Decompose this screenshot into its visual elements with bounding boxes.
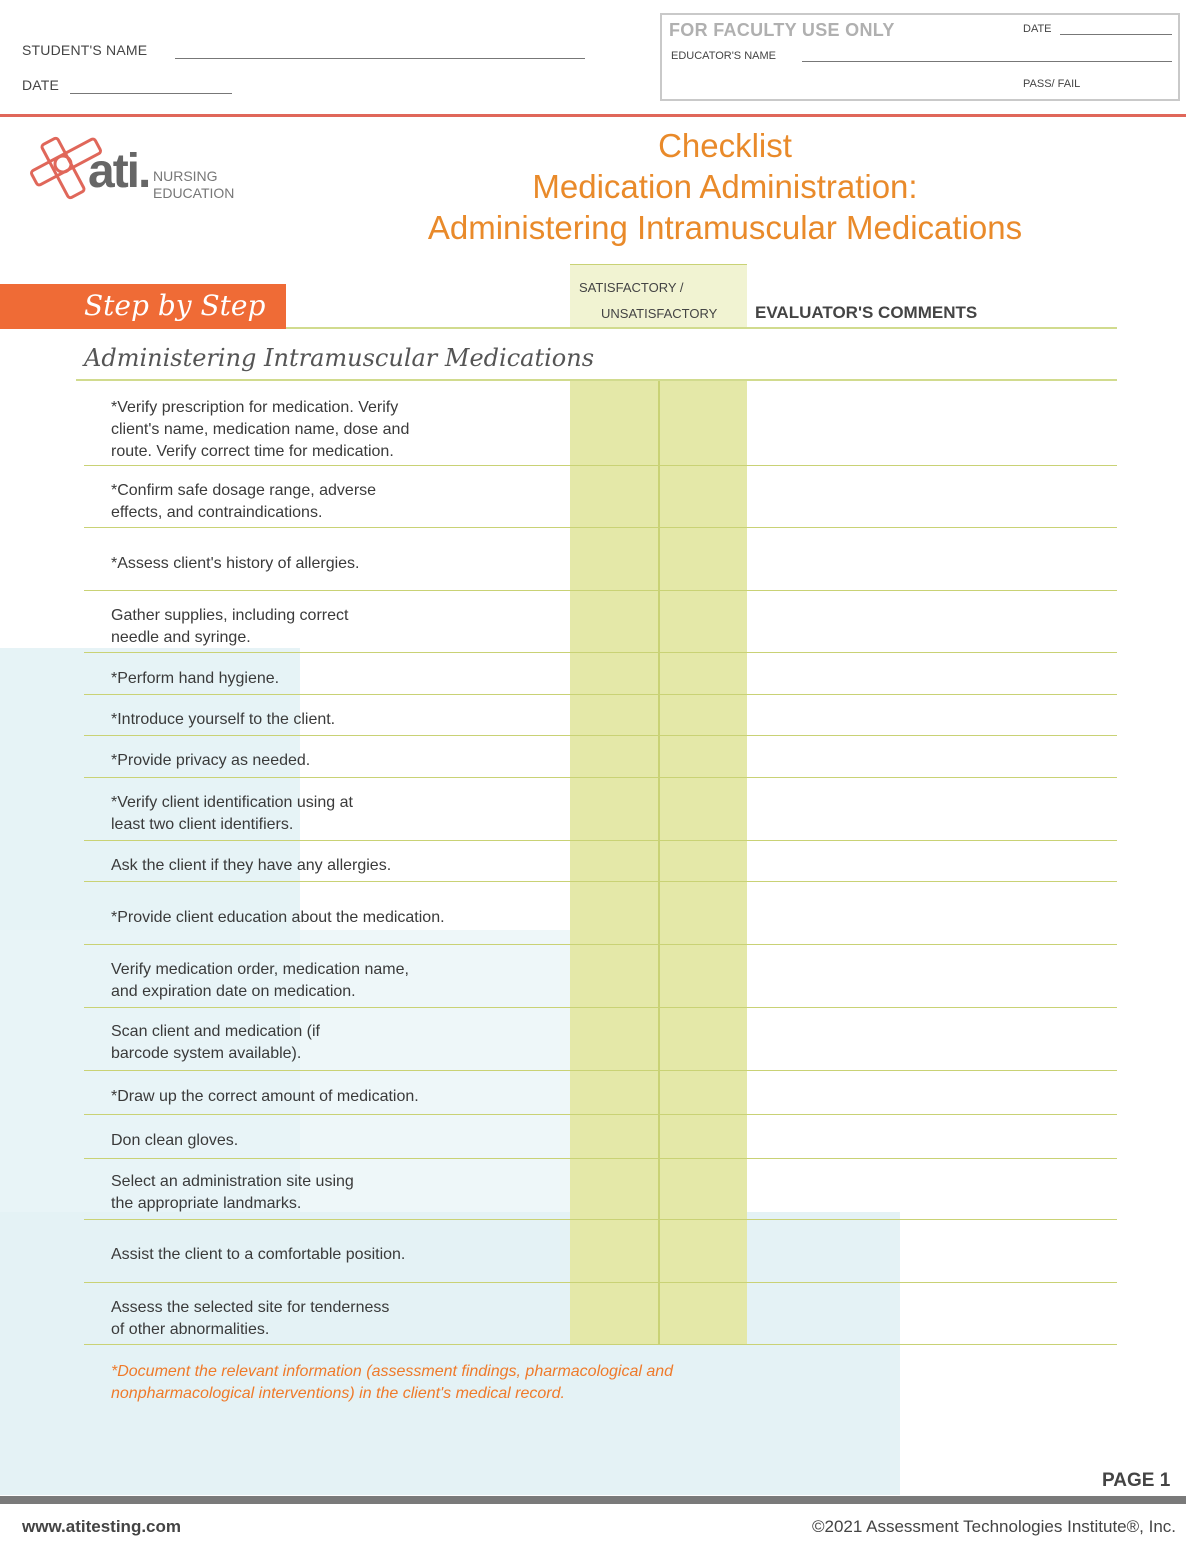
note-line: *Document the relevant information (assessment findings, pharmacological and [111,1363,674,1380]
checklist-row [84,466,1117,528]
evaluator-comments-header: EVALUATOR'S COMMENTS [755,303,978,322]
checklist-row [84,1283,1117,1345]
step-text [111,959,571,1003]
satisfactory-label: SATISFACTORY / [579,280,684,295]
note-line: nonpharmacological interventions) in the client's medical record. [111,1385,565,1402]
step-line: Don clean gloves. [111,1132,239,1149]
step-line: route. Verify correct time for medication. [111,443,394,460]
checklist-row [84,1115,1117,1159]
step-line: of other abnormalities. [111,1321,270,1338]
step-line: *Provide client education about the medication. [111,909,445,926]
step-text [111,709,571,731]
checklist-row [84,1071,1117,1115]
header-divider [0,114,1186,117]
documentation-note [111,1361,871,1405]
step-line: Verify medication order, medication name, [111,961,409,978]
checklist-row [84,778,1117,841]
step-line: Assist the client to a comfortable position. [111,1246,406,1263]
step-line: effects, and contraindications. [111,504,323,521]
step-text [111,1021,571,1065]
faculty-date-field[interactable] [1060,22,1172,35]
date-label: DATE [22,77,60,93]
logo-line2: EDUCATION [153,185,235,201]
step-line: Select an administration site using [111,1173,354,1190]
checklist-row [84,591,1117,653]
step-line: Ask the client if they have any allergies. [111,857,392,874]
step-by-step-label: Step by Step [84,289,266,322]
step-text [111,1297,571,1341]
logo-brand: ati. [88,145,150,198]
step-text [111,397,571,463]
checklist-row [84,381,1117,466]
pass-fail-label: PASS/ FAIL [1023,78,1081,90]
step-line: *Verify prescription for medication. Verify [111,399,399,416]
date-field[interactable] [70,79,232,94]
step-line: Gather supplies, including correct [111,607,349,624]
step-line: *Perform hand hygiene. [111,670,280,687]
website-link[interactable]: www.atitesting.com [22,1517,182,1536]
step-line: least two client identifiers. [111,816,294,833]
ati-logo [28,136,253,206]
student-name-label: STUDENT'S NAME [22,42,148,58]
step-line: *Confirm safe dosage range, adverse [111,482,377,499]
step-text [111,1130,571,1152]
checklist-row [84,882,1117,945]
checklist-row [84,1159,1117,1220]
step-text [111,553,571,575]
step-text [111,1171,571,1215]
step-text [111,907,571,929]
section-title: Administering Intramuscular Medications [84,344,595,372]
checklist-row [84,695,1117,736]
step-text [111,1086,571,1108]
faculty-date-label: DATE [1023,23,1052,35]
step-line: the appropriate landmarks. [111,1195,302,1212]
copyright: ©2021 Assessment Technologies Institute®, Inc. [812,1517,1176,1536]
checklist-row [84,841,1117,882]
step-line: and expiration date on medication. [111,983,356,1000]
unsatisfactory-label: UNSATISFACTORY [601,306,718,321]
checklist-row [84,945,1117,1008]
educator-name-label: EDUCATOR'S NAME [671,50,776,62]
title-line3: Administering Intramuscular Medications [427,209,1023,246]
page-number: PAGE 1 [1102,1470,1171,1491]
checklist-row [84,653,1117,695]
step-text [111,605,571,649]
student-name-field[interactable] [175,44,585,59]
checklist-row [84,528,1117,591]
step-line: *Draw up the correct amount of medication. [111,1088,419,1105]
step-text [111,792,571,836]
header-rule [286,327,1117,329]
footer-bar [0,1496,1186,1504]
step-text [111,668,571,690]
title-line1: Checklist [658,127,792,164]
step-line: *Verify client identification using at [111,794,353,811]
step-text [111,855,571,877]
checklist-row [84,1008,1117,1071]
title-line2: Medication Administration: [532,168,918,205]
educator-name-field[interactable] [802,49,1172,62]
checklist-row [84,1220,1117,1283]
step-text [111,480,571,524]
step-line: *Assess client's history of allergies. [111,555,360,572]
step-line: needle and syringe. [111,629,251,646]
step-line: client's name, medication name, dose and [111,421,410,438]
step-line: Assess the selected site for tenderness [111,1299,390,1316]
step-line: *Provide privacy as needed. [111,752,311,769]
faculty-title: FOR FACULTY USE ONLY [669,20,895,40]
step-line: barcode system available). [111,1045,302,1062]
step-line: *Introduce yourself to the client. [111,711,336,728]
step-line: Scan client and medication (if [111,1023,320,1040]
step-text [111,1244,571,1266]
step-text [111,750,571,772]
logo-line1: NURSING [153,168,218,184]
checklist-row [84,736,1117,778]
